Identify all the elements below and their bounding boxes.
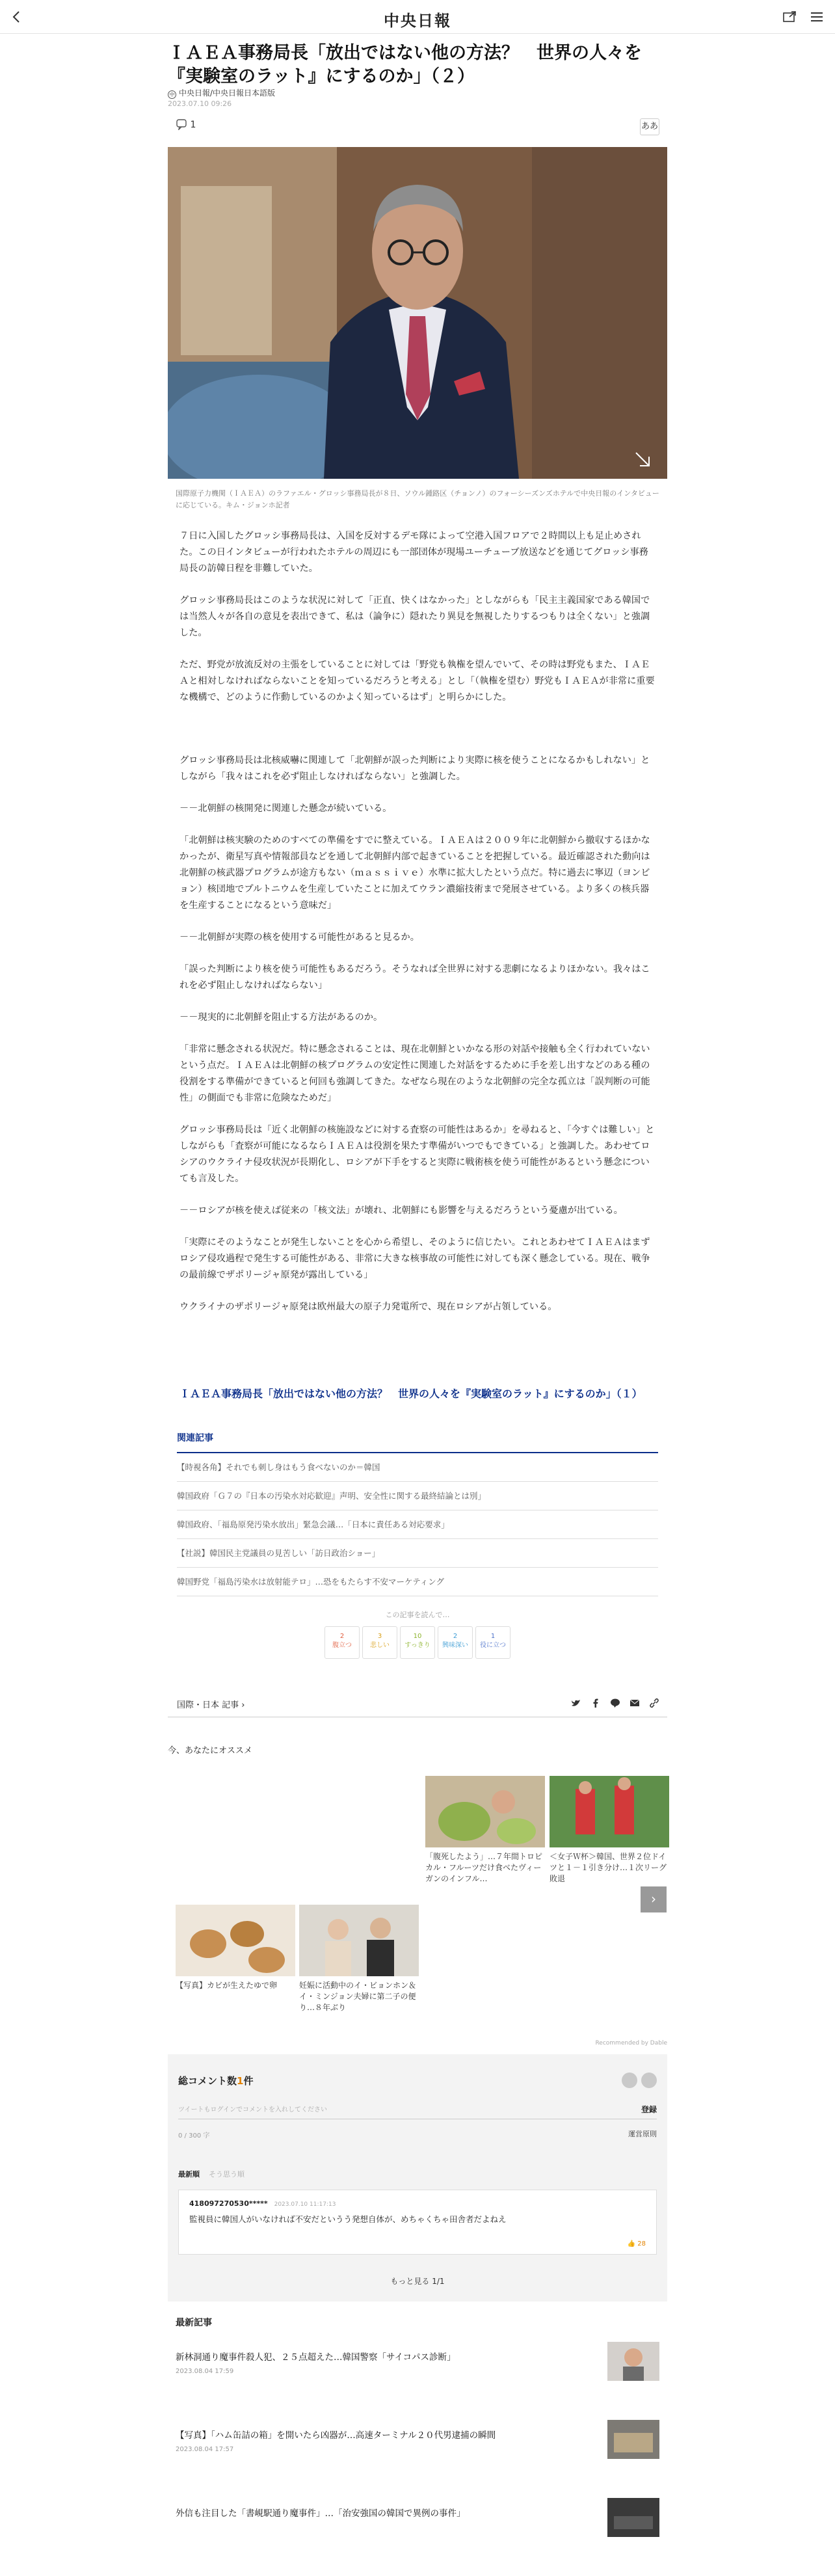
card-image (425, 1776, 545, 1847)
article-source[interactable] (168, 87, 667, 99)
dable-credit: Recommended by Dable (595, 2040, 667, 2046)
article-title: ＩＡＥＡ事務局長「放出ではない他の方法？ 世界の人々を『実験室のラット』にするのか」（２） (168, 43, 642, 87)
article-date: 2023.07.10 09:26 (168, 100, 232, 108)
card-title: 【写真】カビが生えたゆで卵 (176, 1981, 278, 1990)
char-counter: 0 / 300 字 (178, 2132, 210, 2140)
paragraph: －－北朝鮮が実際の核を使用する可能性があると見るか。 (179, 932, 419, 943)
rules-link[interactable]: 運営原則 (628, 2130, 657, 2138)
comment-time: 2023.07.10 11:17:13 (274, 2201, 336, 2208)
recommend-card[interactable] (176, 1905, 295, 2024)
section-link[interactable]: 国際・日本 記事 › (177, 1700, 245, 1710)
reaction-count: 1 (490, 1633, 496, 1640)
carousel-next-button[interactable]: › (641, 1886, 667, 1912)
recommend-card[interactable] (299, 1905, 419, 2024)
related-heading: 関連記事 (177, 1431, 658, 1453)
latest-item[interactable] (168, 2342, 667, 2420)
facebook-login-icon[interactable] (641, 2073, 657, 2088)
related-item[interactable]: 【時視各角】それでも刺し身はもう食べないのか＝韓国 (177, 1453, 658, 1482)
latest-title: 外信も注目した「書峴駅通り魔事件」…「治安強国の韓国で異例の事件」 (176, 2508, 466, 2519)
latest-articles (168, 2316, 667, 2576)
font-size-button[interactable]: ああ (640, 118, 659, 135)
latest-thumb (607, 2498, 659, 2537)
register-button[interactable]: 登録 (641, 2105, 657, 2114)
article-photo (168, 147, 667, 479)
paragraph: グロッシ事務局長は北核威嚇に関連して「北朝鮮が誤った判断により実際に核を使うことになるかもしれない」としながら「我々はこれを必ず阻止しなければならない」と強調した。 (179, 755, 650, 782)
comment-like-button[interactable]: 👍 28 (627, 2240, 646, 2247)
latest-thumb (607, 2342, 659, 2381)
comment-text: 監視員に韓国人がいなければ不安だというう発想自体が、めちゃくちゃ田舎者だよねえ (189, 2214, 507, 2224)
comment-count-button[interactable] (176, 118, 196, 134)
paragraph: 「北朝鮮は核実験のためのすべての準備をすでに整えている。ＩＡＥＡは２００９年に北朝鮮から撤収するほかなかったが、衛星写真や情報部員などを通して北朝鮮内部で起きていることを把握している。最近確認された動向は北朝鮮の核武器プログラムが途方もない（ｍａｓｓｉｖｅ）水準に拡大したという点だ。特に過去に寧辺（ヨンビョン）核団地でプルトニウムを生産していたことに加えてウラン濃縮技術まで発展させている。より多くの核兵器を生産することになるという意味だ」 (179, 835, 650, 911)
twitter-icon[interactable] (571, 1698, 581, 1708)
paragraph: グロッシ事務局長は「近く北朝鮮の核施設などに対する査察の可能性はあるか」を尋ねると、「今すぐは難しい」としながらも「査察が可能になるならＩＡＥＡは役割を果たす準備がいつでもできている」と強調した。あわせてロシアのウクライナ侵攻状況が長期化し、ロシアが下手をすると実際に戦術核を使う可能性があるという懸念についても言及した。 (179, 1125, 655, 1184)
card-image (299, 1905, 419, 1976)
source-badge-icon: 中 (168, 90, 176, 99)
related-item[interactable]: 韓国野党「福島汚染水は放射能テロ」…恐をもたらす不安マーケティング (177, 1568, 658, 1596)
card-title: 妊娠に活動中のイ・ビョンホン＆イ・ミンジョン夫婦に第二子の便り…８年ぶり (299, 1981, 417, 2012)
card-title: ＜女子Ｗ杯＞韓国、世界２位ドイツと１－１引き分け…１次リーグ敗退 (550, 1852, 667, 1883)
reaction-button[interactable] (325, 1626, 360, 1659)
latest-heading: 最新記事 (176, 2318, 212, 2328)
reaction-label: 興味深い (442, 1642, 468, 1649)
paragraph: ウクライナのザポリージャ原発は欧州最大の原子力発電所で、現在ロシアが占領している。 (179, 1302, 557, 1312)
facebook-icon[interactable] (590, 1698, 601, 1708)
link-icon[interactable] (649, 1698, 659, 1708)
section-label: 国際・日本 記事 (177, 1700, 239, 1710)
comment-input[interactable]: ツイートもログインでコメントを入れしてください (178, 2101, 657, 2119)
source-name: 中央日報/中央日報日本語版 (179, 88, 276, 98)
card-image (550, 1776, 669, 1847)
reaction-label: 腹立つ (332, 1642, 352, 1649)
line-icon[interactable] (610, 1698, 620, 1708)
reaction-count: 2 (453, 1633, 458, 1640)
paragraph: ７日に入国したグロッシ事務局長は、入国を反対するデモ隊によって空港入国フロアで２時間以上も足止めされた。この日インタビューが行われたホテルの周辺にも一部団体が現場ユーチューブ放送などを通じてグロッシ事務局長の訪韓日程を非難していた。 (179, 531, 648, 574)
reaction-question: この記事を読んで… (385, 1611, 450, 1619)
paragraph: 「非常に懸念される状況だ。特に懸念されることは、現在北朝鮮といかなる形の対話や接触も全く行われていないという点だ。ＩＡＥＡは北朝鮮の核プログラムの安定性に関連した対話をするために手を差し出すなどのある種の役割をする準備ができていると何回も強調してきた。なぜなら現在のような北朝鮮の完全な孤立は「誤判断の可能性」の側面でも非常に危険なためだ」 (179, 1044, 650, 1103)
comment-bubble-icon (176, 118, 187, 130)
paragraph: 「実際にそのようなことが発生しないことを心から希望し、そのように信じたい。これとあわせてＩＡＥＡはまずロシア侵攻過程で発生する可能性がある、非常に大きな核事故の可能性に対しても深く懸念している。現在、戦争の最前線でザポリージャ原発が露出している」 (179, 1237, 650, 1280)
site-logo[interactable]: 中央日報 (384, 11, 451, 30)
paragraph: グロッシ事務局長はこのような状況に対して「正直、快くはなかった」としながらも「民主主義国家である韓国では当然人々が各自の意見を表出できて、私は（論争に）隠れたり異見を無視したりするつもりは全くない」と強調した。 (179, 595, 650, 638)
tab-newest[interactable]: 最新順 (178, 2170, 200, 2179)
latest-meta: 2023.08.04 17:59 (176, 2368, 234, 2375)
reactions (168, 1609, 667, 1659)
reaction-count: 10 (413, 1633, 422, 1640)
related-item[interactable]: 韓国政府「Ｇ７の『日本の汚染水対応歓迎』声明、安全性に関する最終結論とは別」 (177, 1482, 658, 1510)
reaction-label: 役に立つ (480, 1642, 506, 1649)
article-body (168, 528, 667, 1331)
latest-item[interactable] (168, 2498, 667, 2576)
latest-thumb (607, 2420, 659, 2459)
reaction-label: すっきり (404, 1642, 431, 1649)
reaction-button[interactable] (438, 1626, 473, 1659)
article-tools (168, 116, 667, 139)
comment-section (168, 2054, 667, 2301)
comment-user: 418097270530***** (189, 2199, 268, 2208)
part1-article-link[interactable]: ＩＡＥＡ事務局長「放出ではない他の方法？ 世界の人々を『実験室のラット』にするのか」（１） (179, 1388, 643, 1400)
reaction-count: 2 (339, 1633, 345, 1640)
photo-caption: 国際原子力機関（ＩＡＥＡ）のラファエル・グロッシ事務局長が８日、ソウル鍾路区（チョンノ）のフォーシーズンズホテルで中央日報のインタビューに応じている。キム・ジョンホ記者 (176, 489, 659, 509)
paragraph: －－ロシアが核を使えば従来の「核文法」が壊れ、北朝鮮にも影響を与えるだろうという憂慮が出ている。 (179, 1205, 623, 1216)
reaction-count: 3 (377, 1633, 382, 1640)
recommend-title: 今、あなたにオススメ (168, 1746, 252, 1756)
comment-count: 1 (190, 120, 196, 130)
mail-icon[interactable] (630, 1698, 640, 1708)
paragraph: －－現実的に北朝鮮を阻止する方法があるのか。 (179, 1012, 383, 1023)
twitter-login-icon[interactable] (622, 2073, 637, 2088)
related-item[interactable]: 【社説】韓国民主党議員の見苦しい「訪日政治ショー」 (177, 1539, 658, 1568)
latest-title: 新林洞通り魔事件殺人犯、２５点超えた…韓国警察「サイコパス診断」 (176, 2352, 456, 2363)
tab-most-liked[interactable]: そう思う順 (209, 2170, 245, 2179)
reaction-button[interactable] (362, 1626, 397, 1659)
reaction-button[interactable] (400, 1626, 435, 1659)
comment-heading: 総コメント数1件 (178, 2075, 254, 2087)
comment-item (178, 2190, 657, 2255)
paragraph: 「誤った判断により核を使う可能性もあるだろう。そうなれば全世界に対する悲劇になるよりほかない。我々はこれを必ず阻止しなければならない」 (179, 964, 650, 991)
latest-title: 【写真】「ハム缶詰の箱」を開いたら凶器が…高速ターミナル２０代男逮捕の瞬間 (176, 2430, 496, 2441)
latest-item[interactable] (168, 2420, 667, 2498)
paragraph: －－北朝鮮の核開発に関連した懸念が続いている。 (179, 803, 392, 814)
share-bar (168, 1691, 667, 1717)
recommend-card[interactable] (425, 1776, 545, 1896)
card-image (176, 1905, 295, 1976)
related-item[interactable]: 韓国政府、「福島原発汚染水放出」緊急会議…「日本に責任ある対応要求」 (177, 1510, 658, 1539)
share-screen-icon[interactable] (780, 8, 799, 26)
card-title: 「腹死したよう」…７年間トロピカル・フルーツだけ食べたヴィーガンのインフル… (425, 1852, 543, 1883)
recommend-card[interactable] (550, 1776, 669, 1896)
menu-icon[interactable] (808, 8, 826, 26)
paragraph: ただ、野党が放流反対の主張をしていることに対しては「野党も執権を望んでいて、その時は野党もまた、ＩＡＥＡと相対しなければならないことを知っているだろうと考える」とし「（執権を望む）野党もＩＡＥＡが非常に重要な機構で、どのように作動しているのかよく知っているはず」と明らかにした。 (179, 660, 655, 703)
reaction-label: 悲しい (370, 1642, 390, 1649)
more-comments-button[interactable]: もっと見る 1/1 (390, 2277, 445, 2286)
latest-meta: 2023.08.04 17:57 (176, 2446, 234, 2453)
related-articles (168, 1431, 667, 1596)
top-bar (0, 0, 835, 34)
reaction-button[interactable] (475, 1626, 510, 1659)
